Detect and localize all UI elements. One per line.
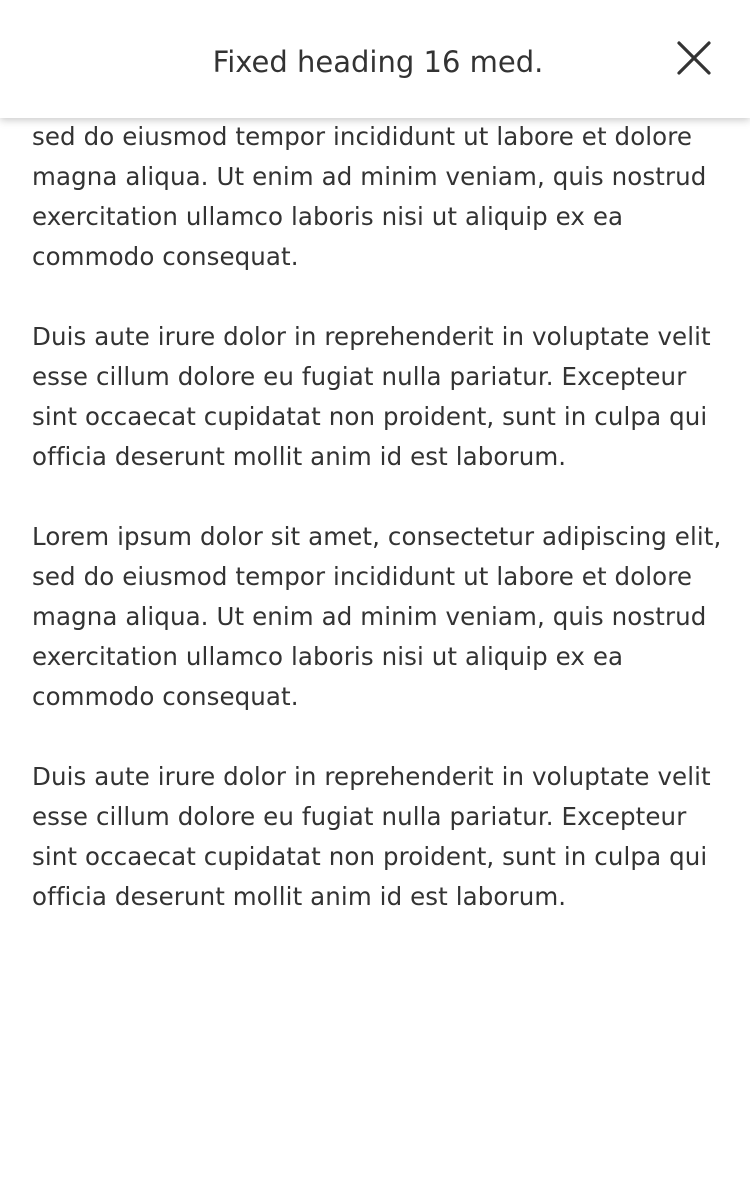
close-icon	[676, 40, 712, 76]
paragraph: Lorem ipsum dolor sit amet, consectetur adipiscing elit, sed do eiusmod tempor incididunt ut labore et dolore magna aliqua. Ut enim ad minim veniam, quis nostrud exercitation ullamco laboris nisi ut aliquip ex ea commodo consequat.	[32, 522, 722, 711]
paragraph: sed do eiusmod tempor incididunt ut labore et dolore magna aliqua. Ut enim ad minim veniam, quis nostrud exercitation ullamco laboris nisi ut aliquip ex ea commodo consequat.	[32, 122, 707, 271]
close-button[interactable]	[670, 34, 718, 82]
paragraph: Duis aute irure dolor in reprehenderit in voluptate velit esse cillum dolore eu fugiat nulla pariatur. Excepteur sint occaecat cupidatat non proident, sunt in culpa qui officia deserunt mollit anim id est laborum.	[32, 322, 711, 471]
paragraph: Duis aute irure dolor in reprehenderit in voluptate velit esse cillum dolore eu fugiat nulla pariatur. Excepteur sint occaecat cupidatat non proident, sunt in culpa qui officia deserunt mollit anim id est laborum.	[32, 762, 711, 911]
header-title: Fixed heading 16 med.	[212, 45, 544, 79]
body-text	[32, 77, 722, 957]
fixed-header	[0, 0, 750, 118]
